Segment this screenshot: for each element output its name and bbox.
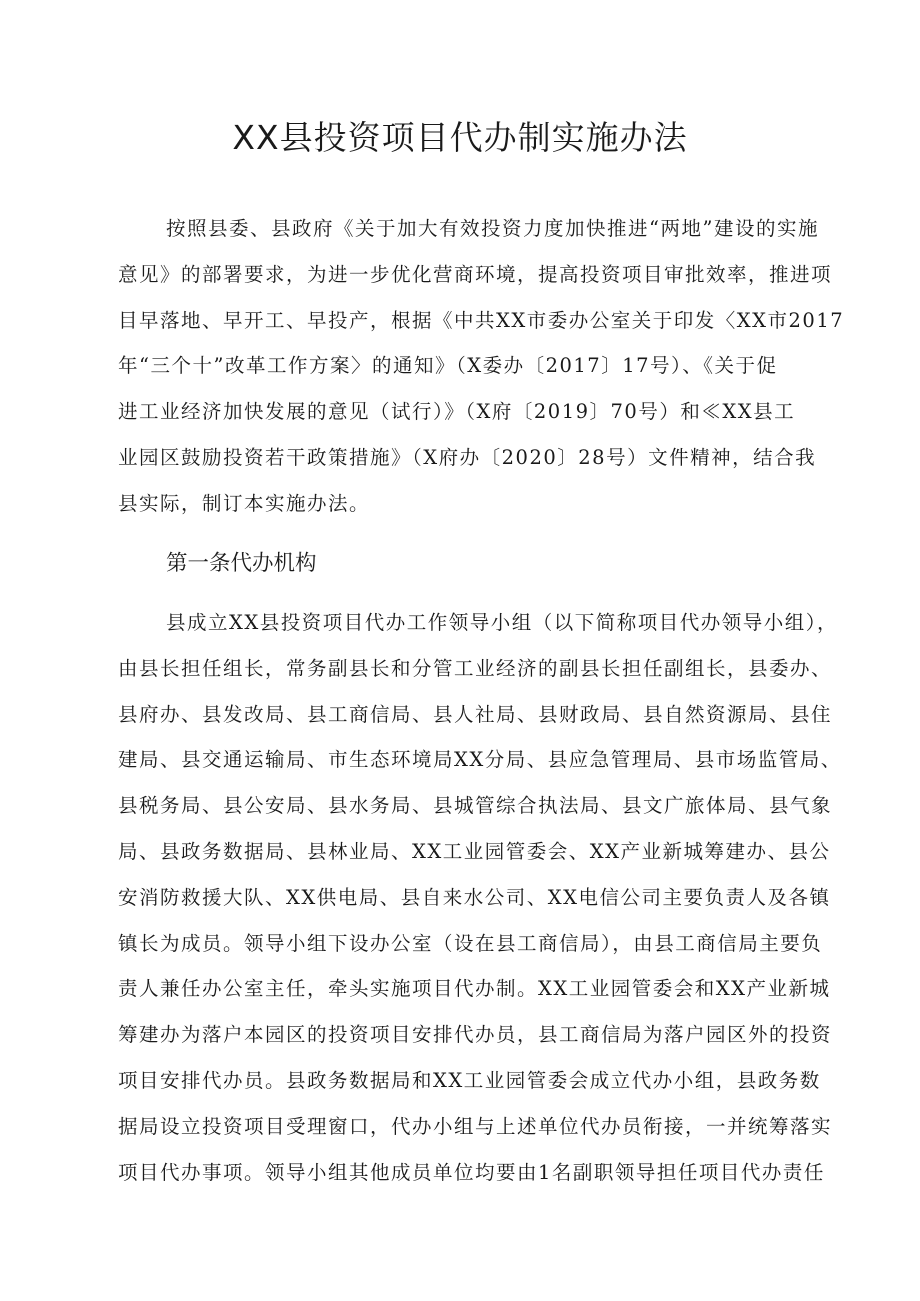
paragraph-line: 目早落地、早开工、早投产，根据《中共XX市委办公室关于印发〈XX市2017 bbox=[118, 308, 845, 332]
paragraph-line: 进工业经济加快发展的意见（试行）》（X府〔2019〕70号）和≪XX县工 bbox=[118, 400, 796, 424]
paragraph-line: 县税务局、县公安局、县水务局、县城管综合执法局、县文广旅体局、县气象 bbox=[118, 794, 833, 818]
paragraph-line: 项目代办事项。领导小组其他成员单位均要由1名副职领导担任项目代办责任 bbox=[118, 1160, 825, 1184]
paragraph-line: 县成立XX县投资项目代办工作领导小组（以下简称项目代办领导小组）， bbox=[166, 611, 839, 634]
paragraph-line: 县实际，制订本实施办法。 bbox=[118, 491, 371, 515]
paragraph-line: 按照县委、县政府《关于加大有效投资力度加快推进“两地”建设的实施 bbox=[166, 217, 819, 240]
paragraph-line: 意见》的部署要求，为进一步优化营商环境，提高投资项目审批效率，推进项 bbox=[118, 262, 833, 286]
section-heading: 第一条代办机构 bbox=[166, 551, 317, 576]
paragraph-line: 业园区鼓励投资若干政策措施》（X府办〔2020〕28号）文件精神，结合我 bbox=[118, 445, 817, 469]
paragraph-line: 镇长为成员。领导小组下设办公室（设在县工商信局），由县工商信局主要负 bbox=[118, 931, 823, 955]
paragraph-line: 年“三个十”改革工作方案〉的通知》（X委办〔2017〕17号）、《关于促 bbox=[118, 354, 778, 378]
paragraph-line: 筹建办为落户本园区的投资项目安排代办员，县工商信局为落户园区外的投资 bbox=[118, 1023, 833, 1047]
paragraph-line: 项目安排代办员。县政务数据局和XX工业园管委会成立代办小组，县政务数 bbox=[118, 1068, 821, 1092]
section-paragraph bbox=[118, 600, 842, 1195]
paragraph-line: 局、县政务数据局、县林业局、XX工业园管委会、XX产业新城筹建办、县公 bbox=[118, 839, 831, 863]
paragraph-line: 据局设立投资项目受理窗口，代办小组与上述单位代办员衔接，一并统筹落实 bbox=[118, 1114, 833, 1138]
paragraph-line: 建局、县交通运输局、市生态环境局XX分局、县应急管理局、县市场监管局、 bbox=[118, 748, 842, 772]
paragraph-line: 县府办、县发改局、县工商信局、县人社局、县财政局、县自然资源局、县住 bbox=[118, 702, 833, 726]
paragraph-line: 由县长担任组长，常务副县长和分管工业经济的副县长担任副组长，县委办、 bbox=[118, 656, 833, 680]
paragraph-line: 责人兼任办公室主任，牵头实施项目代办制。XX工业园管委会和XX产业新城 bbox=[118, 977, 831, 1001]
paragraph-line: 安消防救援大队、XX供电局、县自来水公司、XX电信公司主要负责人及各镇 bbox=[118, 885, 831, 909]
document-title: XX县投资项目代办制实施办法 bbox=[232, 118, 688, 157]
intro-paragraph bbox=[118, 206, 845, 527]
